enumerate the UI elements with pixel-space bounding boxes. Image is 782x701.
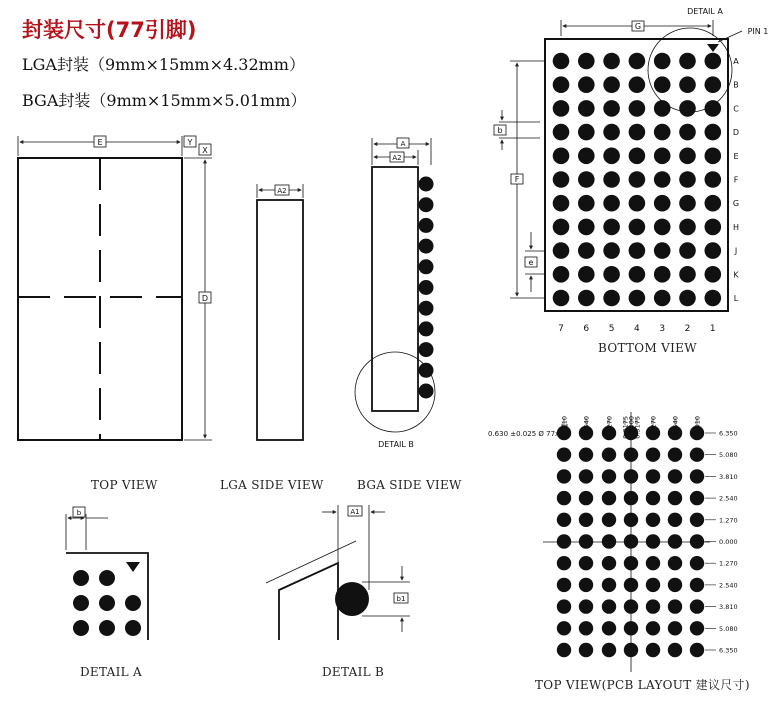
top-view — [18, 136, 212, 440]
lga-package-spec: LGA封装（9mm×15mm×4.32mm） — [22, 55, 305, 74]
pcb-pad — [579, 513, 593, 527]
dim-label-a: A — [400, 140, 406, 148]
pcb-row-label: 6.350 — [719, 429, 738, 438]
pcb-row-label: 2.540 — [719, 494, 738, 503]
bottom-ball-A6 — [578, 53, 595, 70]
pcb-column-label: 2.540 — [582, 416, 591, 435]
pcb-pad — [579, 491, 593, 505]
bga-side-ball — [419, 197, 434, 212]
caption-detail-b: DETAIL B — [322, 665, 385, 679]
bottom-ball-H5 — [603, 219, 620, 236]
bottom-ball-A2 — [679, 53, 696, 70]
pcb-pad — [690, 469, 704, 483]
pcb-pad — [668, 469, 682, 483]
bottom-ball-H3 — [654, 219, 671, 236]
pcb-pad — [602, 599, 616, 613]
bottom-view-balls — [553, 53, 721, 307]
pcb-pad — [646, 599, 660, 613]
bottom-column-label: 5 — [608, 324, 615, 334]
bottom-ball-E4 — [629, 148, 646, 165]
bottom-ball-C1 — [705, 100, 722, 117]
pcb-pad — [624, 556, 638, 570]
bottom-ball-C3 — [654, 100, 671, 117]
bga-side-ball — [419, 363, 434, 378]
pcb-pad — [668, 513, 682, 527]
pin1-marker — [707, 44, 719, 52]
bottom-row-label: K — [733, 270, 739, 280]
bottom-row-label: J — [734, 246, 738, 256]
pcb-pad — [602, 469, 616, 483]
bottom-ball-H2 — [679, 219, 696, 236]
bottom-ball-J6 — [578, 242, 595, 259]
dim-label-a2-bga: A2 — [392, 154, 402, 162]
bottom-ball-L3 — [654, 290, 671, 307]
pcb-pad — [690, 534, 704, 548]
bga-side-ball — [419, 239, 434, 254]
bottom-ball-B5 — [603, 76, 620, 93]
bottom-column-label: 6 — [583, 324, 590, 334]
detail-a-callout-circle — [648, 28, 732, 112]
bottom-ball-D6 — [578, 124, 595, 141]
bottom-ball-D1 — [705, 124, 722, 141]
bottom-ball-C7 — [553, 100, 570, 117]
pcb-pad — [690, 643, 704, 657]
dim-label-d: D — [201, 294, 209, 303]
bottom-ball-H7 — [553, 219, 570, 236]
bottom-column-label: 1 — [709, 324, 716, 334]
bottom-ball-L5 — [603, 290, 620, 307]
pcb-pad — [624, 513, 638, 527]
bga-side-ball — [419, 321, 434, 336]
pcb-pad — [557, 643, 571, 657]
pcb-pad — [602, 448, 616, 462]
bottom-ball-F2 — [679, 171, 696, 188]
bottom-row-label: F — [733, 175, 739, 185]
pcb-pad — [602, 621, 616, 635]
bottom-ball-J4 — [629, 242, 646, 259]
detail-a-ball — [73, 620, 89, 636]
bottom-ball-G7 — [553, 195, 570, 212]
pcb-pad — [646, 643, 660, 657]
pcb-pad — [668, 599, 682, 613]
bottom-ball-L4 — [629, 290, 646, 307]
bottom-ball-F7 — [553, 171, 570, 188]
detail-a-pin1-marker — [126, 562, 140, 572]
bga-side-ball — [419, 342, 434, 357]
detail-a-ball — [125, 620, 141, 636]
detail-b-dim-a1: A1 — [350, 508, 360, 516]
pcb-row-label: 3.810 — [719, 472, 738, 481]
bottom-view-row-labels — [733, 57, 739, 303]
pcb-pad — [646, 534, 660, 548]
detail-b-body — [279, 563, 338, 640]
bottom-ball-L7 — [553, 290, 570, 307]
bottom-row-label: A — [733, 57, 739, 66]
bottom-row-label: H — [732, 222, 740, 232]
detail-a-dim-b: b — [76, 509, 82, 517]
caption-detail-a: DETAIL A — [80, 665, 142, 679]
bottom-ball-K5 — [603, 266, 620, 283]
pcb-pad — [579, 599, 593, 613]
pcb-pad — [579, 534, 593, 548]
bottom-row-label: B — [733, 80, 739, 90]
caption-top-view: TOP VIEW — [91, 478, 158, 492]
bottom-ball-H6 — [578, 219, 595, 236]
pcb-column-label: 3.810 — [560, 416, 569, 435]
pcb-pad — [690, 491, 704, 505]
bga-side-ball — [419, 177, 434, 192]
bottom-ball-C5 — [603, 100, 620, 117]
pcb-pad — [579, 469, 593, 483]
pcb-pad — [690, 556, 704, 570]
bottom-row-label: G — [732, 199, 740, 209]
bottom-ball-K3 — [654, 266, 671, 283]
pcb-pad — [557, 556, 571, 570]
bottom-ball-F6 — [578, 171, 595, 188]
caption-bga-side-view: BGA SIDE VIEW — [357, 478, 462, 492]
bottom-ball-J1 — [705, 242, 722, 259]
bottom-ball-G1 — [705, 195, 722, 212]
bottom-ball-C4 — [629, 100, 646, 117]
pcb-row-label: 5.080 — [719, 451, 738, 460]
bottom-ball-K2 — [679, 266, 696, 283]
page-title: 封装尺寸(77引脚) — [22, 18, 197, 42]
detail-a-ball — [73, 595, 89, 611]
detail-b — [266, 505, 410, 640]
pcb-pad — [624, 621, 638, 635]
bottom-ball-A5 — [603, 53, 620, 70]
detail-b-dim-b1: b1 — [396, 595, 406, 603]
bottom-row-label: C — [733, 104, 739, 114]
bottom-ball-C2 — [679, 100, 696, 117]
bottom-ball-A3 — [654, 53, 671, 70]
bottom-ball-J5 — [603, 242, 620, 259]
pin1-label: PIN 1 — [747, 27, 769, 36]
detail-b-ball — [335, 582, 369, 616]
pcb-pad — [668, 491, 682, 505]
bga-side-ball — [419, 259, 434, 274]
bottom-row-label: L — [733, 294, 739, 303]
pcb-column-label: 1.270 — [649, 416, 658, 435]
pcb-column-label: 0.000 — [627, 416, 636, 435]
bottom-ball-F3 — [654, 171, 671, 188]
bottom-view-column-labels — [558, 324, 716, 334]
pcb-row-label: 2.540 — [719, 581, 738, 590]
pcb-pad — [557, 513, 571, 527]
dim-label-b: b — [497, 126, 503, 135]
lga-side-outline — [257, 200, 303, 440]
pcb-column-label: 0.3175 — [621, 416, 630, 439]
caption-pcb-top-view: TOP VIEW(PCB LAYOUT 建议尺寸) — [535, 678, 750, 692]
bottom-ball-K4 — [629, 266, 646, 283]
pcb-ball-spec: 0.630 ±0.025 Ø 77x — [488, 430, 560, 438]
pcb-pad — [579, 556, 593, 570]
pcb-pad — [668, 643, 682, 657]
bottom-ball-G4 — [629, 195, 646, 212]
pcb-pad — [690, 599, 704, 613]
bottom-column-label: 4 — [634, 324, 640, 334]
bottom-ball-B2 — [679, 76, 696, 93]
pcb-pad — [579, 643, 593, 657]
bottom-ball-D4 — [629, 124, 646, 141]
bga-side-ball — [419, 280, 434, 295]
pcb-pad — [668, 534, 682, 548]
bottom-ball-E7 — [553, 148, 570, 165]
bottom-column-label: 2 — [684, 324, 691, 334]
bottom-ball-A4 — [629, 53, 646, 70]
pcb-pad — [668, 448, 682, 462]
bottom-ball-L1 — [705, 290, 722, 307]
bottom-row-label: D — [732, 128, 740, 138]
pcb-pad — [624, 448, 638, 462]
bottom-ball-B3 — [654, 76, 671, 93]
bottom-ball-G3 — [654, 195, 671, 212]
dim-label-y: Y — [187, 138, 193, 147]
bottom-ball-D5 — [603, 124, 620, 141]
bottom-ball-B4 — [629, 76, 646, 93]
bottom-ball-D3 — [654, 124, 671, 141]
bottom-column-label: 3 — [659, 324, 666, 334]
pcb-row-label: 3.810 — [719, 603, 738, 612]
bga-side-ball — [419, 218, 434, 233]
bottom-ball-D2 — [679, 124, 696, 141]
bottom-ball-H4 — [629, 219, 646, 236]
bottom-ball-F1 — [705, 171, 722, 188]
dim-label-x: X — [202, 146, 208, 155]
pcb-pad — [557, 469, 571, 483]
bga-side-balls — [419, 177, 434, 399]
pcb-pad — [557, 534, 571, 548]
detail-a-ball — [99, 570, 115, 586]
pcb-pad — [646, 513, 660, 527]
bottom-ball-E3 — [654, 148, 671, 165]
pcb-pad — [579, 578, 593, 592]
bottom-ball-C6 — [578, 100, 595, 117]
dim-label-a2-lga: A2 — [277, 187, 287, 195]
bottom-ball-K7 — [553, 266, 570, 283]
pcb-pad — [668, 556, 682, 570]
pcb-pad — [602, 491, 616, 505]
detail-a-balls — [73, 570, 141, 636]
pcb-pad — [646, 469, 660, 483]
bottom-ball-J7 — [553, 242, 570, 259]
bottom-ball-F5 — [603, 171, 620, 188]
pcb-pad — [602, 643, 616, 657]
pcb-pad — [646, 578, 660, 592]
bottom-ball-A1 — [705, 53, 722, 70]
bottom-ball-D7 — [553, 124, 570, 141]
pcb-column-label: 1.270 — [605, 416, 614, 435]
detail-a-ball — [99, 620, 115, 636]
dim-label-f: F — [514, 175, 520, 184]
bottom-ball-E6 — [578, 148, 595, 165]
pcb-pad — [579, 448, 593, 462]
bottom-ball-G5 — [603, 195, 620, 212]
pcb-pad — [646, 491, 660, 505]
caption-lga-side-view: LGA SIDE VIEW — [220, 478, 324, 492]
bottom-ball-B1 — [705, 76, 722, 93]
bottom-ball-K1 — [705, 266, 722, 283]
bottom-ball-G2 — [679, 195, 696, 212]
detail-a-ball — [99, 595, 115, 611]
pcb-layout-pads — [557, 426, 704, 657]
pcb-pad — [690, 513, 704, 527]
pcb-pad — [690, 578, 704, 592]
bottom-ball-E2 — [679, 148, 696, 165]
pcb-pad — [646, 621, 660, 635]
pcb-pad — [579, 621, 593, 635]
detail-b-callout-label: DETAIL B — [378, 440, 414, 449]
pcb-column-label: 0.3175 — [633, 416, 642, 439]
pcb-pad — [624, 534, 638, 548]
bga-side-ball — [419, 301, 434, 316]
pcb-pad — [602, 578, 616, 592]
pcb-pad — [557, 578, 571, 592]
pcb-pad — [557, 448, 571, 462]
pcb-row-label: 6.350 — [719, 646, 738, 655]
bottom-ball-A7 — [553, 53, 570, 70]
pcb-pad — [646, 556, 660, 570]
pcb-pad — [602, 556, 616, 570]
bottom-column-label: 7 — [558, 324, 564, 334]
bottom-ball-J2 — [679, 242, 696, 259]
bottom-ball-F4 — [629, 171, 646, 188]
bga-side-ball — [419, 384, 434, 399]
bottom-ball-L6 — [578, 290, 595, 307]
pcb-pad — [624, 599, 638, 613]
dim-label-g: G — [634, 22, 642, 31]
pcb-pad — [557, 621, 571, 635]
pcb-pad — [557, 491, 571, 505]
bottom-ball-G6 — [578, 195, 595, 212]
bga-package-spec: BGA封装（9mm×15mm×5.01mm） — [22, 91, 307, 110]
bottom-ball-B6 — [578, 76, 595, 93]
bottom-ball-E1 — [705, 148, 722, 165]
pcb-pad — [624, 491, 638, 505]
bga-side-outline — [372, 167, 418, 411]
dim-label-e-pitch: e — [528, 258, 534, 267]
dim-label-e: E — [97, 138, 103, 147]
pcb-column-label: 2.540 — [671, 416, 680, 435]
pcb-pad — [646, 448, 660, 462]
caption-bottom-view: BOTTOM VIEW — [598, 341, 697, 355]
pcb-pad — [690, 621, 704, 635]
pcb-row-label: 0.000 — [719, 538, 738, 546]
bottom-ball-E5 — [603, 148, 620, 165]
pcb-pad — [602, 534, 616, 548]
pcb-column-label: 3.810 — [693, 416, 702, 435]
bottom-row-label: E — [733, 151, 739, 161]
pcb-pad — [624, 578, 638, 592]
detail-a-callout-label: DETAIL A — [687, 7, 723, 16]
detail-a-ball — [125, 595, 141, 611]
pcb-pad — [668, 621, 682, 635]
pcb-row-label: 5.080 — [719, 624, 738, 633]
pcb-pad — [690, 448, 704, 462]
detail-a-ball — [73, 570, 89, 586]
pcb-row-label: 1.270 — [719, 516, 738, 525]
pcb-pad — [624, 469, 638, 483]
pcb-pad — [668, 578, 682, 592]
lga-side-view — [257, 184, 303, 440]
pcb-row-label: 1.270 — [719, 559, 738, 568]
bottom-ball-L2 — [679, 290, 696, 307]
pcb-pad — [602, 513, 616, 527]
bottom-ball-B7 — [553, 76, 570, 93]
bottom-ball-K6 — [578, 266, 595, 283]
pcb-pad — [624, 643, 638, 657]
bottom-ball-J3 — [654, 242, 671, 259]
pcb-pad — [557, 599, 571, 613]
bottom-ball-H1 — [705, 219, 722, 236]
